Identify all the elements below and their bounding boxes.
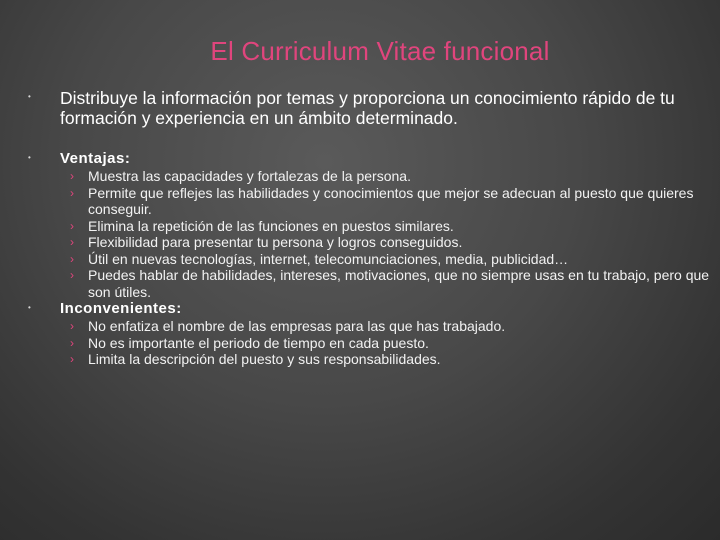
arrow-icon: › (70, 335, 74, 350)
list-item (60, 251, 718, 268)
inconvenientes-heading: Inconvenientes: (60, 300, 182, 317)
slide-title: El Curriculum Vitae funcional (210, 36, 550, 66)
arrow-icon: › (70, 218, 74, 233)
ventajas-bullet-item (28, 150, 718, 300)
list-item (60, 335, 718, 352)
list-item (60, 267, 718, 300)
list-item-text: Flexibilidad para presentar tu persona y logros conseguidos. (88, 234, 463, 250)
arrow-icon: › (70, 185, 74, 200)
bullet-icon: • (28, 92, 31, 101)
list-item (60, 234, 718, 251)
list-item (60, 218, 718, 235)
slide-content (28, 88, 718, 368)
ventajas-heading: Ventajas: (60, 150, 131, 167)
list-item-text: No es importante el periodo de tiempo en cada puesto. (88, 334, 429, 351)
arrow-icon: › (70, 235, 74, 249)
list-item-text: Puedes hablar de habilidades, intereses, motivaciones, que no siempre usas en tu trabajo, pero que son útiles. (88, 267, 710, 300)
arrow-icon: › (70, 319, 74, 333)
arrow-icon: › (70, 251, 74, 266)
list-item (60, 351, 718, 368)
list-item-text: Limita la descripción del puesto y sus responsabilidades. (88, 351, 441, 367)
intro-text: Distribuye la información por temas y proporciona un conocimiento rápido de tu formación y experiencia en un ámbito determinado. (60, 88, 675, 128)
inconvenientes-bullet-item (28, 300, 718, 368)
arrow-icon: › (70, 352, 74, 366)
list-item (60, 168, 718, 185)
list-item-text: Útil en nuevas tecnologías, internet, telecomunciaciones, media, publicidad… (88, 250, 569, 267)
list-item-text: Elimina la repetición de las funciones en puestos similares. (88, 217, 454, 234)
list-item-text: Permite que reflejes las habilidades y conocimientos que mejor se adecuan al puesto que quieres conseguir. (88, 184, 694, 217)
list-item (60, 318, 718, 335)
list-item (60, 185, 718, 218)
arrow-icon: › (70, 268, 74, 282)
intro-bullet-item (28, 88, 718, 128)
bullet-icon: • (28, 153, 31, 162)
arrow-icon: › (70, 169, 74, 183)
list-item-text: No enfatiza el nombre de las empresas para las que has trabajado. (88, 318, 506, 334)
ventajas-list (60, 168, 718, 300)
list-item-text: Muestra las capacidades y fortalezas de la persona. (88, 168, 411, 184)
inconvenientes-list (60, 318, 718, 368)
bullet-icon: • (28, 303, 31, 312)
